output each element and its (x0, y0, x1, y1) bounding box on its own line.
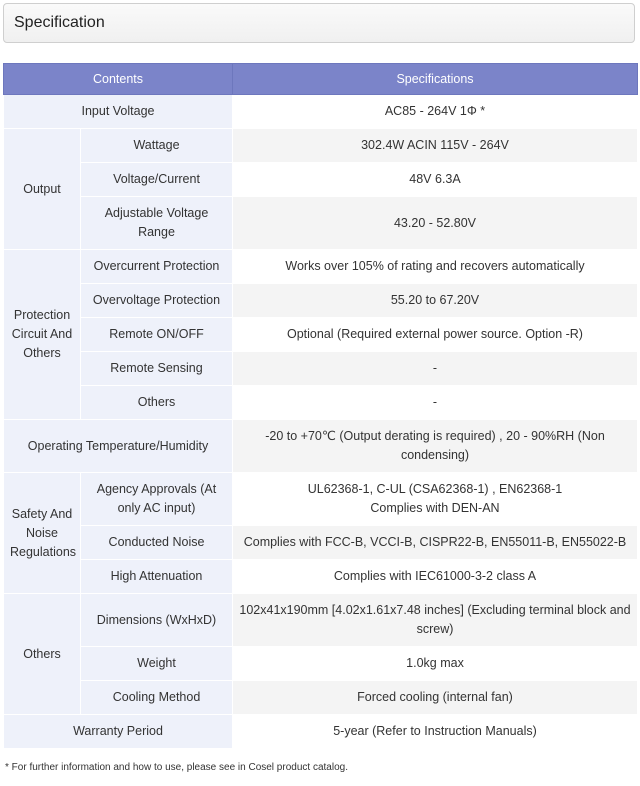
table-row (4, 129, 638, 163)
operating-temp-value: -20 to +70℃ (Output derating is required) , 20 - 90%RH (Non condensing) (233, 420, 638, 473)
cooling-method-label: Cooling Method (81, 681, 233, 715)
voltage-current-label: Voltage/Current (81, 163, 233, 197)
wattage-label: Wattage (81, 129, 233, 163)
col-header-contents: Contents (4, 64, 233, 95)
conducted-noise-label: Conducted Noise (81, 526, 233, 560)
protection-others-label: Others (81, 386, 233, 420)
voltage-current-value: 48V 6.3A (233, 163, 638, 197)
cooling-method-value: Forced cooling (internal fan) (233, 681, 638, 715)
table-row (4, 715, 638, 749)
agency-approvals-label: Agency Approvals (At only AC input) (81, 473, 233, 526)
section-title: Specification (14, 14, 105, 31)
dimensions-label: Dimensions (WxHxD) (81, 594, 233, 647)
footnote: * For further information and how to use, please see in Cosel product catalog. (5, 762, 348, 773)
adjustable-voltage-value: 43.20 - 52.80V (233, 197, 638, 250)
operating-temp-label: Operating Temperature/Humidity (4, 420, 233, 473)
protection-group-label: Protection Circuit And Others (4, 250, 81, 420)
table-row (4, 473, 638, 526)
overvoltage-value: 55.20 to 67.20V (233, 284, 638, 318)
agency-approvals-line1: UL62368-1, C-UL (CSA62368-1) , EN62368-1 (307, 482, 563, 496)
agency-approvals-line2: Complies with DEN-AN (370, 501, 500, 515)
table-row (4, 386, 638, 420)
remote-sensing-label: Remote Sensing (81, 352, 233, 386)
input-voltage-label: Input Voltage (4, 95, 233, 129)
table-row (4, 284, 638, 318)
table-row (4, 95, 638, 129)
table-row (4, 526, 638, 560)
wattage-value: 302.4W ACIN 115V - 264V (233, 129, 638, 163)
output-group-label: Output (4, 129, 81, 250)
weight-value: 1.0kg max (233, 647, 638, 681)
table-header-row (4, 64, 638, 95)
table-row (4, 560, 638, 594)
agency-approvals-value (233, 473, 638, 526)
adjustable-voltage-label: Adjustable Voltage Range (81, 197, 233, 250)
table-row (4, 250, 638, 284)
table-row (4, 318, 638, 352)
safety-group-label: Safety And Noise Regulations (4, 473, 81, 594)
remote-onoff-label: Remote ON/OFF (81, 318, 233, 352)
overvoltage-label: Overvoltage Protection (81, 284, 233, 318)
conducted-noise-value: Complies with FCC-B, VCCI-B, CISPR22-B, EN55011-B, EN55022-B (233, 526, 638, 560)
table-row (4, 420, 638, 473)
dimensions-value: 102x41x190mm [4.02x1.61x7.48 inches] (Excluding terminal block and screw) (233, 594, 638, 647)
col-header-specifications: Specifications (233, 64, 638, 95)
protection-others-value: - (233, 386, 638, 420)
section-header (3, 3, 635, 43)
table-row (4, 647, 638, 681)
weight-label: Weight (81, 647, 233, 681)
table-row (4, 197, 638, 250)
table-row (4, 594, 638, 647)
high-attenuation-value: Complies with IEC61000-3-2 class A (233, 560, 638, 594)
warranty-value: 5-year (Refer to Instruction Manuals) (233, 715, 638, 749)
table-row (4, 352, 638, 386)
table-row (4, 681, 638, 715)
table-row (4, 163, 638, 197)
high-attenuation-label: High Attenuation (81, 560, 233, 594)
specification-table (3, 63, 638, 749)
input-voltage-value: AC85 - 264V 1Φ * (233, 95, 638, 129)
remote-sensing-value: - (233, 352, 638, 386)
others-group-label: Others (4, 594, 81, 715)
warranty-label: Warranty Period (4, 715, 233, 749)
overcurrent-label: Overcurrent Protection (81, 250, 233, 284)
overcurrent-value: Works over 105% of rating and recovers automatically (233, 250, 638, 284)
remote-onoff-value: Optional (Required external power source. Option -R) (233, 318, 638, 352)
